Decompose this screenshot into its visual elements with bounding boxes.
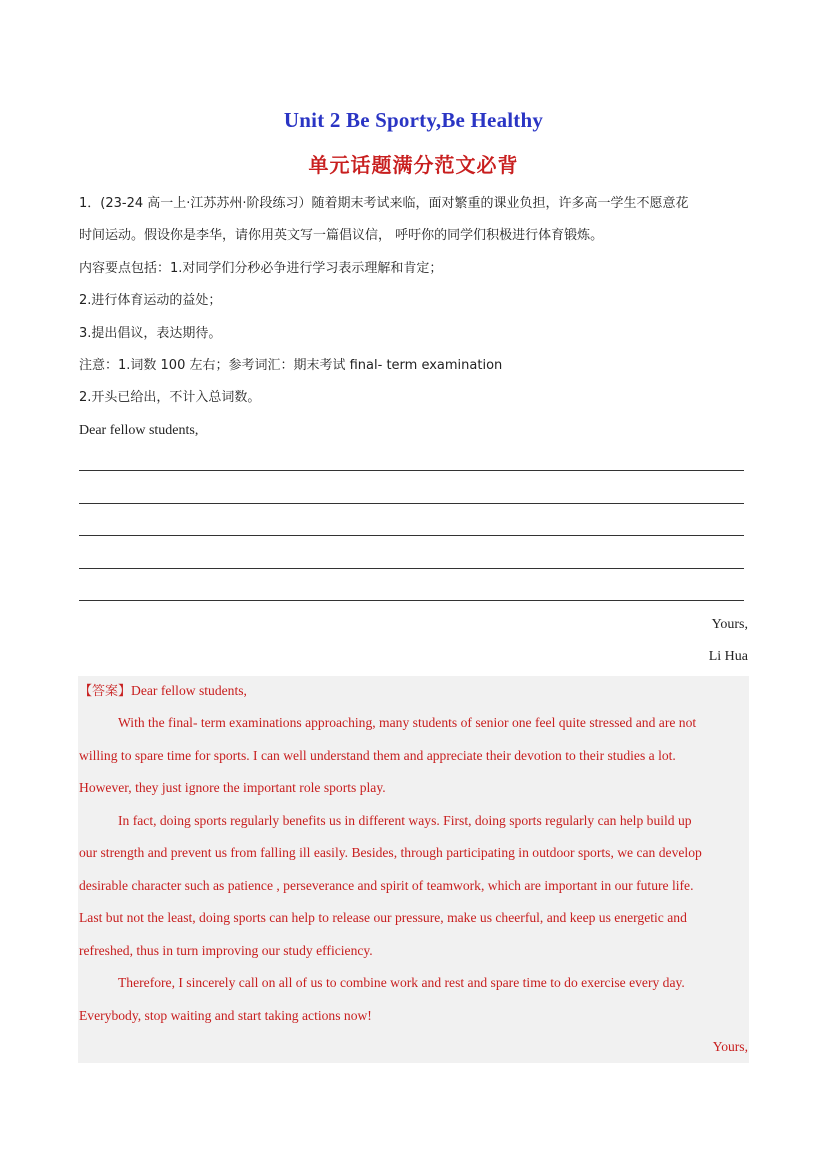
- answer-line: desirable character such as patience , perseverance and spirit of teamwork, which are important in our future life.: [79, 878, 694, 893]
- answer-closing: Yours,: [712, 1039, 748, 1054]
- answer-line: Everybody, stop waiting and start taking actions now!: [79, 1008, 372, 1023]
- point-2: 2.进行体育运动的益处；: [79, 293, 222, 308]
- writing-line: [79, 568, 744, 569]
- answer-line: willing to spare time for sports. I can well understand them and appreciate their devotion to their studies a lot.: [79, 748, 676, 763]
- letter-signature: Li Hua: [708, 649, 748, 664]
- answer-line: However, they just ignore the important role sports play.: [79, 780, 386, 795]
- answer-line: In fact, doing sports regularly benefits us in different ways. First, doing sports regularly can help build up: [118, 813, 692, 828]
- writing-line: [79, 600, 744, 601]
- answer-line: Last but not the least, doing sports can help to release our pressure, make us cheerful, and keep us energetic and: [79, 910, 687, 925]
- answer-line: refreshed, thus in turn improving our study efficiency.: [79, 943, 373, 958]
- answer-line: With the final- term examinations approaching, many students of senior one feel quite stressed and are not: [118, 715, 697, 730]
- note-1: 注意：1.词数 100 左右；参考词汇：期末考试 final- term examination: [79, 358, 503, 373]
- writing-line: [79, 503, 744, 504]
- answer-header: [79, 682, 247, 701]
- question-line-2: 时间运动。假设你是李华，请你用英文写一篇倡议信， 呼吁你的同学们积极进行体育锻炼。: [79, 228, 604, 243]
- question-line-1: 1．(23-24 高一上·江苏苏州·阶段练习）随着期末考试来临，面对繁重的课业负担，许多高一学生不愿意花: [79, 196, 689, 211]
- note-2: 2.开头已给出，不计入总词数。: [79, 390, 261, 405]
- letter-closing: Yours,: [711, 617, 748, 632]
- unit-title: Unit 2 Be Sporty,Be Healthy: [283, 108, 544, 132]
- answer-greeting: Dear fellow students,: [131, 683, 247, 698]
- letter-greeting: Dear fellow students,: [79, 423, 199, 438]
- section-title: 单元话题满分范文必背: [308, 153, 519, 177]
- points-intro: 内容要点包括：1.对同学们分秒必争进行学习表示理解和肯定；: [79, 261, 443, 276]
- writing-line: [79, 535, 744, 536]
- answer-line: our strength and prevent us from falling ill easily. Besides, through participating in outdoor sports, we can develop: [79, 845, 702, 860]
- writing-line: [79, 470, 744, 471]
- answer-box: [78, 676, 749, 1063]
- answer-line: Therefore, I sincerely call on all of us to combine work and rest and spare time to do exercise every day.: [118, 975, 685, 990]
- answer-tag: 【答案】: [79, 684, 132, 699]
- point-3: 3.提出倡议，表达期待。: [79, 326, 222, 341]
